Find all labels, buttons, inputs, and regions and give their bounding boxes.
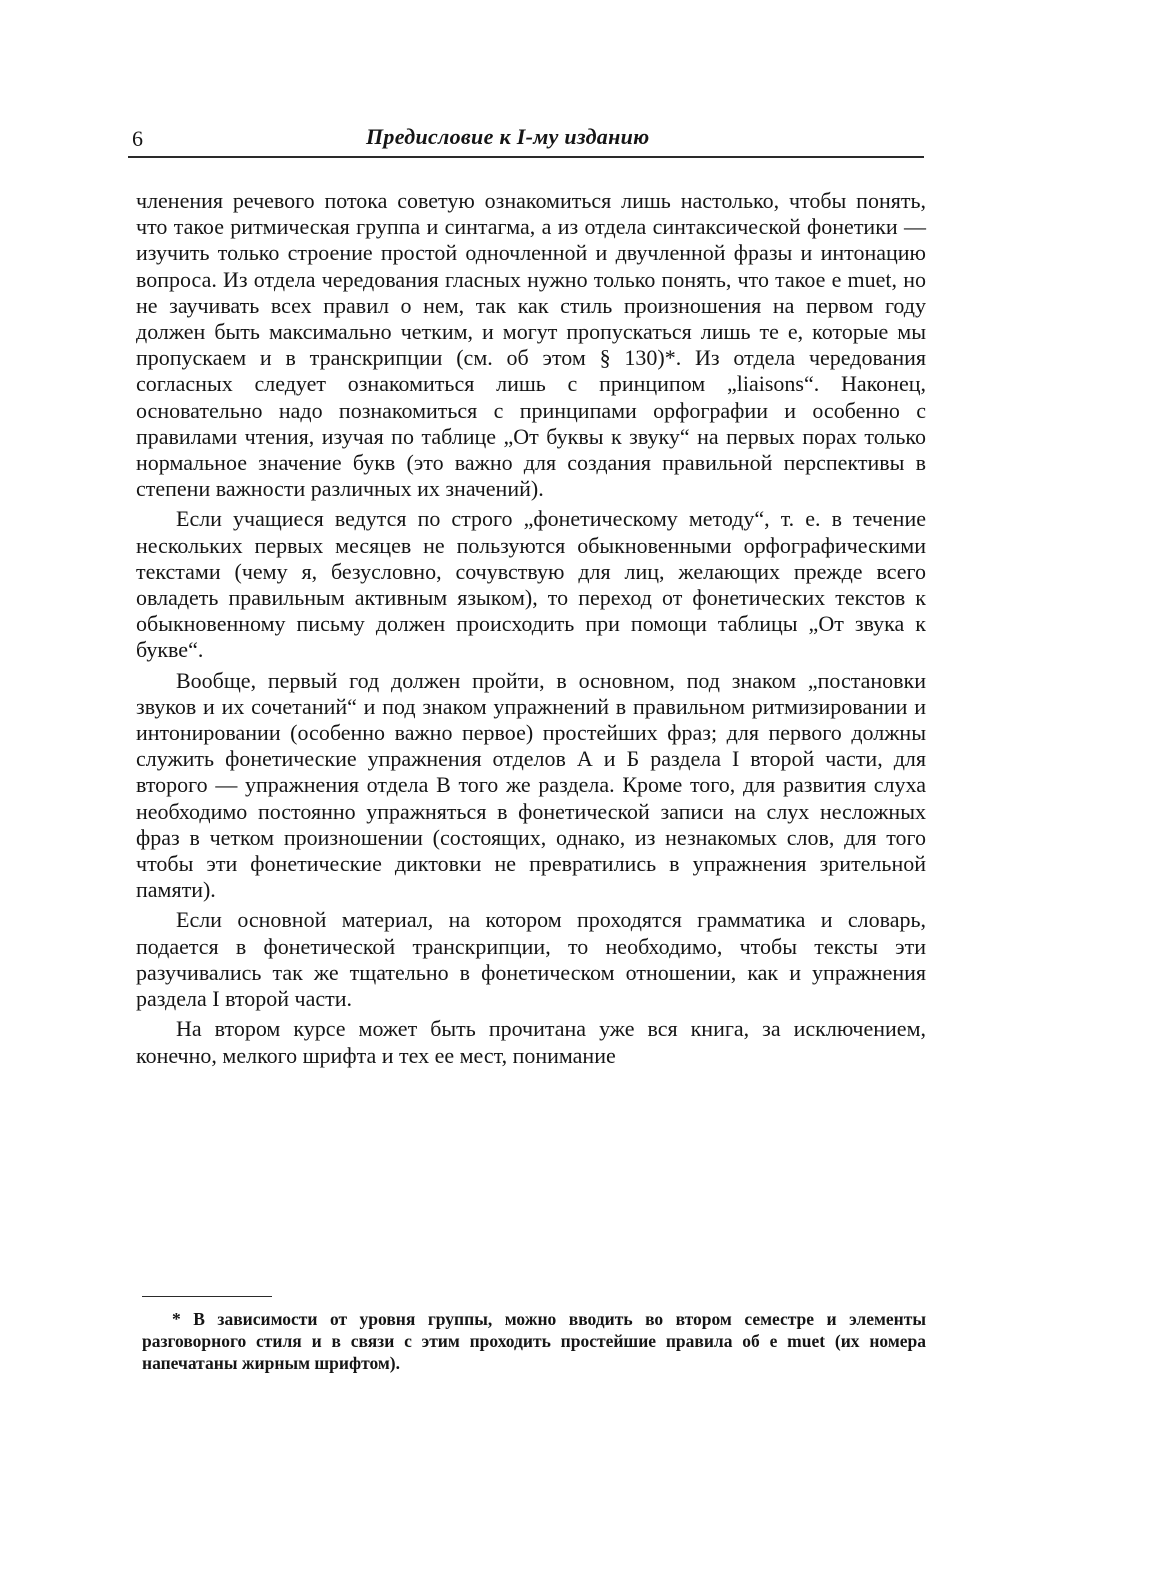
footnote-divider <box>142 1296 272 1297</box>
body-text <box>136 188 926 1073</box>
paragraph-first-year: Вообще, первый год должен пройти, в основном, под знаком „постановки звуков и их сочетаний“ и под знаком упражнений в правильном ритмизировании и интонировании (особенно важно первое) простейших фраз; для первого должны служить фонетические упражнения отделов А и Б раздела I второй части, для второго — упражнения отдела В того же раздела. Кроме того, для развития слуха необходимо постоянно упражняться в фонетической записи на слух несложных фраз в четком произношении (состоящих, однако, из незнакомых слов, для того чтобы эти фонетические диктовки не превратились в упражнения зрительной памяти). <box>136 667 926 903</box>
paragraph-phonetic-method: Если учащиеся ведутся по строго „фонетическому методу“, т. е. в течение нескольких первых месяцев не пользуются обыкновенными орфографическими текстами (чему я, безусловно, сочувствую для лиц, желающих прежде всего овладеть правильным активным языком), то переход от фонетических текстов к обыкновенному письму должен происходить при помощи таблицы „От звука к букве“. <box>136 506 926 663</box>
page-header <box>128 122 924 158</box>
running-title: Предисловие к I-му изданию <box>366 124 650 149</box>
paragraph-continued: членения речевого потока советую ознакомиться лишь настолько, чтобы понять, что такое ритмическая группа и синтагма, а из отдела синтаксической фонетики — изучить только строение простой одночленной и двучленной фразы и интонацию вопроса. Из отдела чередования гласных нужно только понять, что такое e muet, но не заучивать всех правил о нем, так как стиль произношения на первом году должен быть максимально четким, и могут пропускаться лишь те e, которые мы пропускаем и в транскрипции (см. об этом § 130)*. Из отдела чередования согласных следует ознакомиться лишь с принципом „liaisons“. Наконец, основательно надо познакомиться с принципами орфографии и особенно с правилами чтения, изучая по таблице „От буквы к звуку“ на первых порах только нормальное значение букв (это важно для создания правильной перспективы в степени важности различных их значений). <box>136 188 926 502</box>
paragraph-second-course: На втором курсе может быть прочитана уже вся книга, за исключением, конечно, мелкого шрифта и тех ее мест, понимание <box>136 1016 926 1068</box>
page-number: 6 <box>132 126 143 151</box>
footnote: * В зависимости от уровня группы, можно вводить во втором семестре и элементы разговорного стиля и в связи с этим проходить простейшие правила об e muet (их номера напечатаны жирным шрифтом). <box>142 1309 926 1373</box>
paragraph-base-material: Если основной материал, на котором проходятся грамматика и словарь, подается в фонетической транскрипции, то необходимо, чтобы тексты эти разучивались так же тщательно в фонетическом отношении, как и упражнения раздела I второй части. <box>136 907 926 1012</box>
